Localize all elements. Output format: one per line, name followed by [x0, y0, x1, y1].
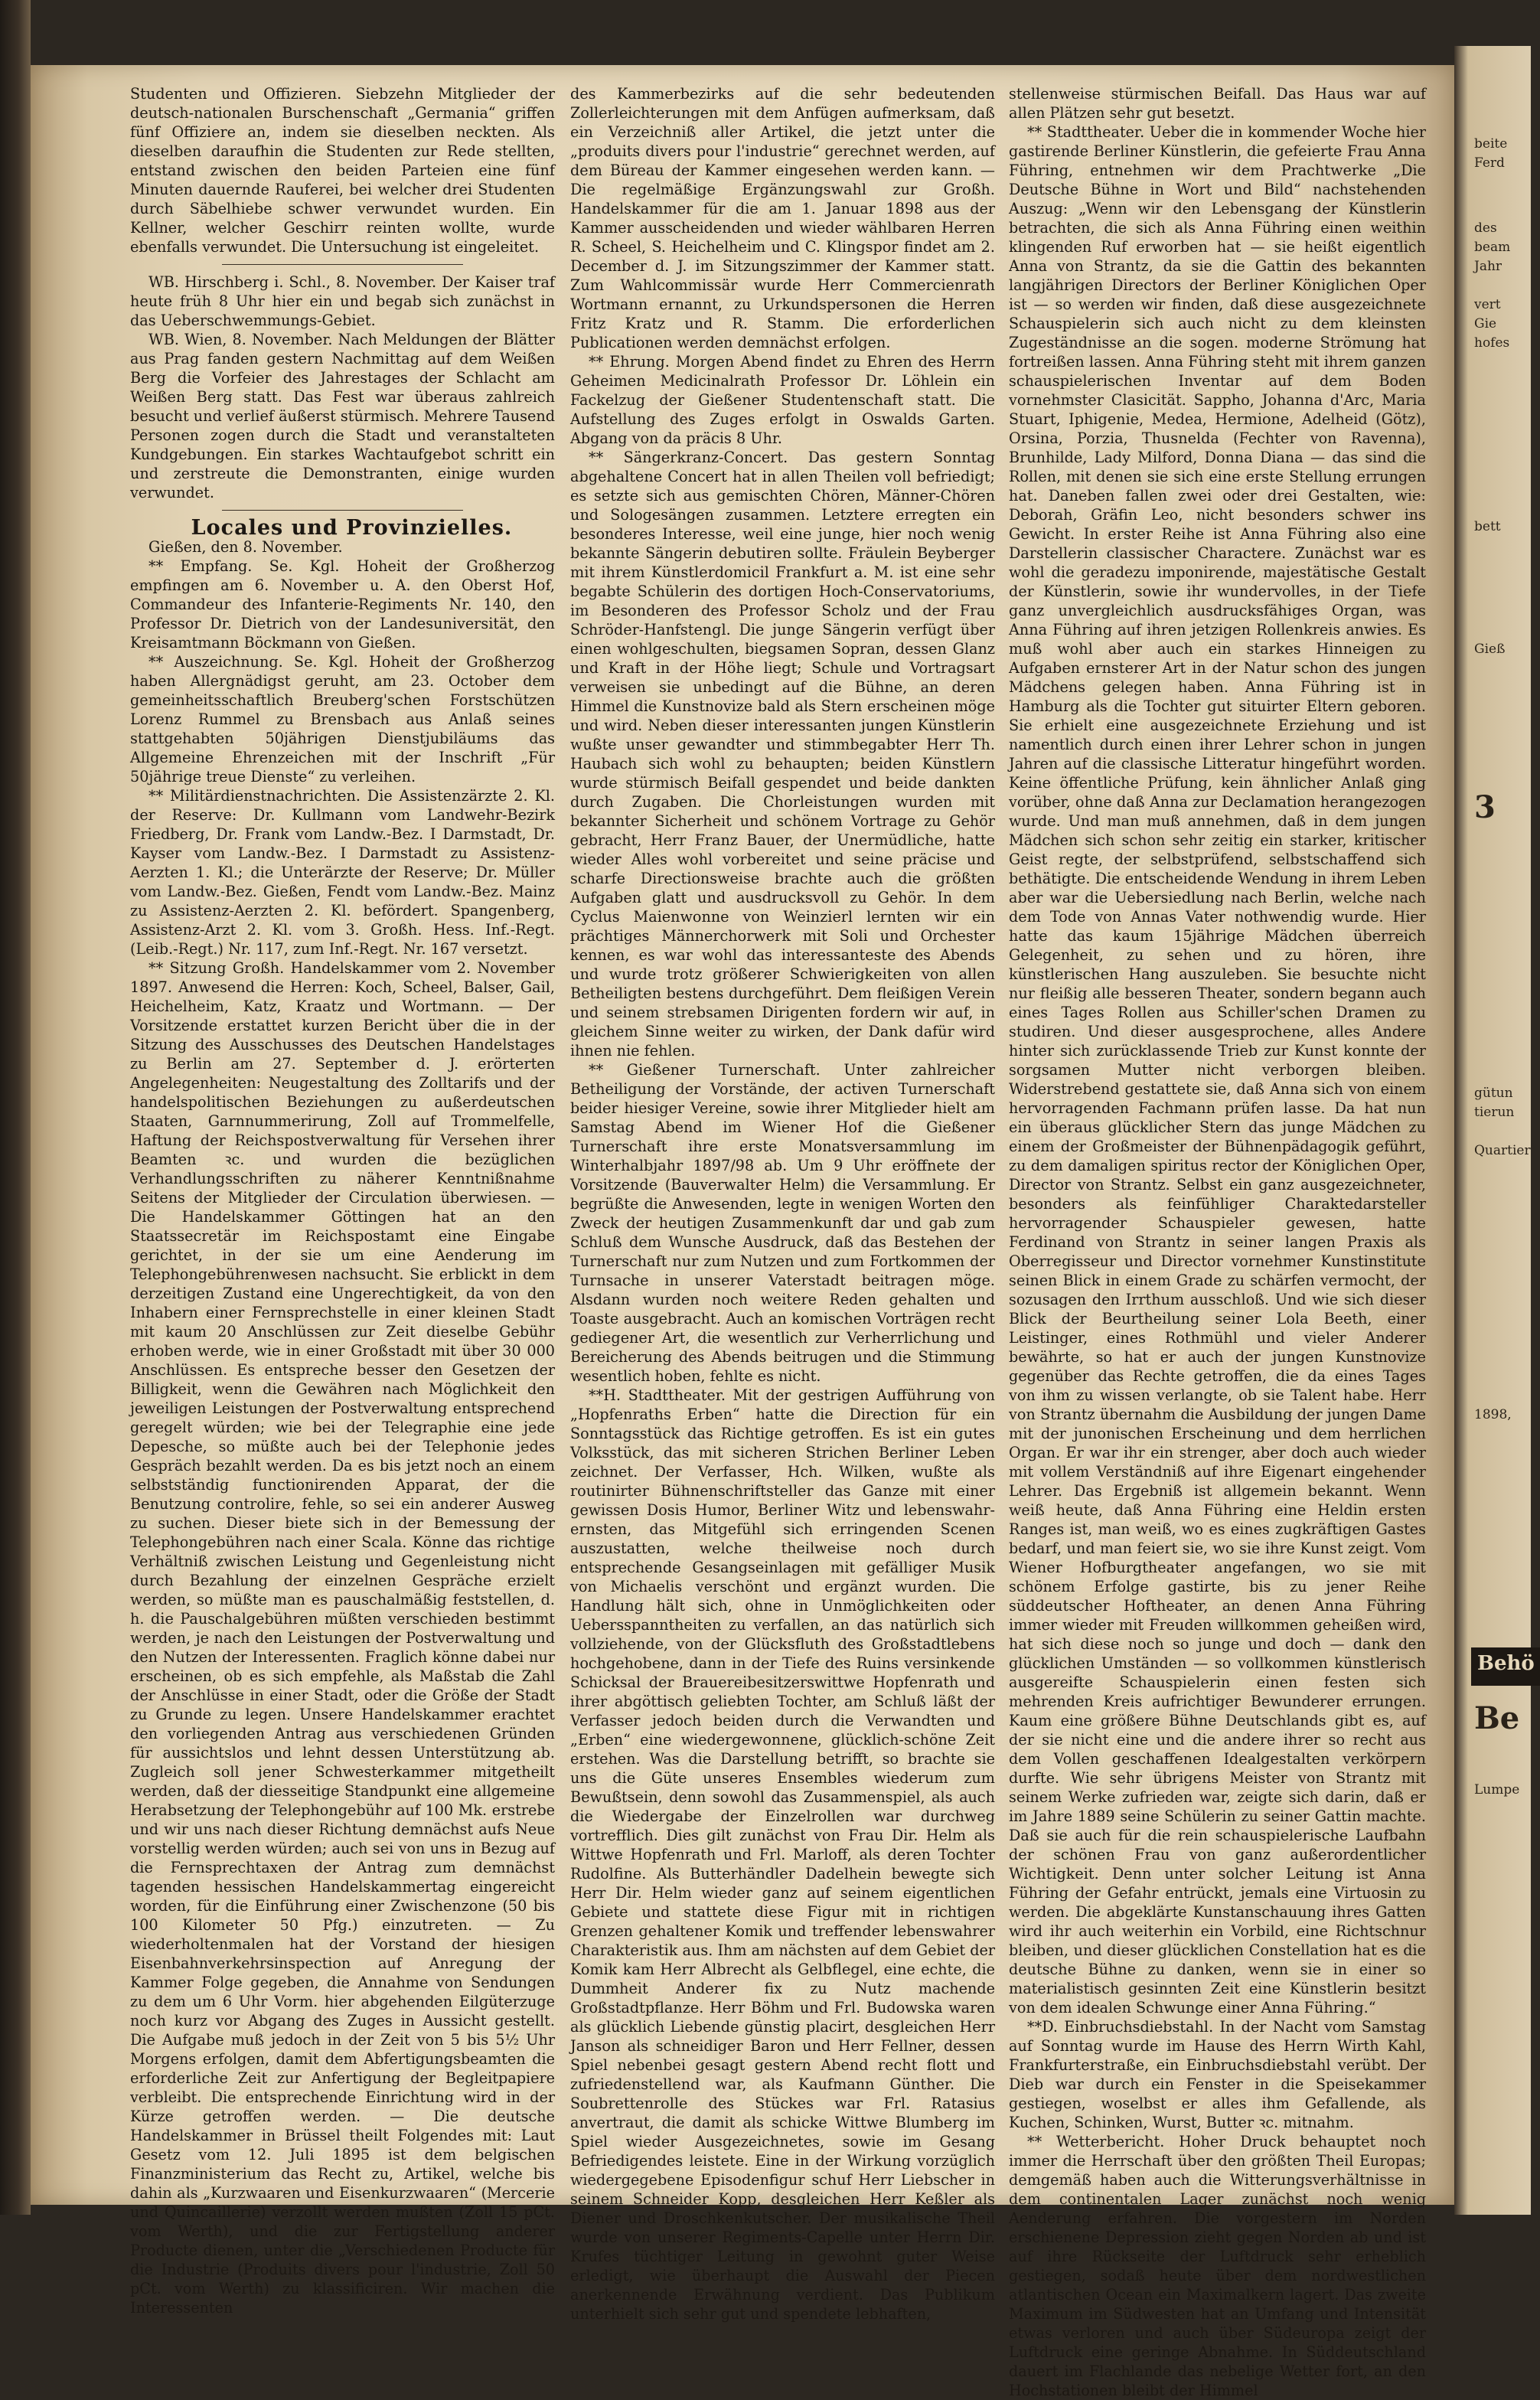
- article-ehrung: ** Ehrung. Morgen Abend findet zu Ehren des Herrn Geheimen Medicinalrath Professor Dr. Löhlein ein Fackelzug der Gießener Studentenschaft statt. Die Aufstellung des Zuges erfolgt in Oswalds Garten. Abgang von da präcis 8 Uhr.: [570, 353, 995, 447]
- sliver-fragment: Ferd: [1474, 155, 1505, 171]
- article-empfang: ** Empfang. Se. Kgl. Hoheit der Großherzog empfingen am 6. November u. A. den Oberst Hof, Commandeur des Infanterie-Regiments Nr. 140, den Professor Dr. Dietrich von der Landesuniversität, den Kreisamtmann Böckmann von Gießen.: [130, 557, 555, 651]
- sliver-fragment: hofes: [1474, 335, 1510, 351]
- article-stadttheater-cont: stellenweise stürmischen Beifall. Das Haus war auf allen Plätzen sehr gut besetzt.: [1009, 85, 1426, 122]
- sliver-fragment: Gieß: [1474, 642, 1506, 657]
- sliver-fragment: Jahr: [1474, 259, 1502, 274]
- column-2: [570, 84, 995, 2323]
- sliver-fragment: vert: [1474, 297, 1501, 312]
- article-stadttheater: **H. Stadttheater. Mit der gestrigen Aufführung von „Hopfenraths Erben“ hatte die Direction für ein Sonntagsstück das Richtige getroffen. Es ist ein gutes Volksstück, das mit sicheren Strichen Berliner Leben zeichnet. Der Verfasser, Hch. Wilken, wußte als routinirter Bühnenschriftsteller das Ganze mit einer gewissen Dosis Humor, Berliner Witz und lebenswahr-ernsten, das Mitgefühl sich erringenden Scenen auszustatten, welche theilweise noch durch entsprechende Gesangseinlagen mit gefälliger Musik von Michaelis verschönt und ergänzt wurden. Die Handlung hält sich, ohne in Unmöglichkeiten oder Uebersspanntheiten zu verfallen, an das natürlich sich vollziehende, von der Glücksfluth des Großstadtlebens hochgehobene, dann in der Tiefe des Ruins versinkende Schicksal der Brauereibesitzerswittwe Hopfenrath und ihrer abgöttisch geliebten Tochter, am Schluß läßt der Verfasser jedoch beiden durch die Verwandten und „Erben“ eine wiedergewonnene, glücklich-schöne Zeit erstehen. Was die Darstellung betrifft, so brachte sie uns die Güte unseres Ensembles wiederum zum Bewußtsein, denn sowohl das Zusammenspiel, als auch die Wiedergabe der Einzelrollen war durchweg vortrefflich. Dies gilt zunächst von Frau Dir. Helm als Wittwe Hopfenrath und Frl. Marloff, als deren Tochter Rudolfine. Als Butterhändler Dadelhein bewegte sich Herr Dir. Helm wieder ganz auf seinem eigentlichen Gebiete und stattete diese Figur mit in richtigen Grenzen gehaltener Komik und treffender lebenswahrer Charakteristik aus. Ihm am nächsten auf dem Gebiet der Komik kam Herr Albrecht als Gelbflegel, eine echte, die Dummheit Anderer fix zu Nutz machende Großstadtpflanze. Herr Böhm und Frl. Budowska waren als glücklich Liebende günstig placirt, desgleichen Herr Janson als schneidiger Baron und Herr Fellner, dessen Spiel nebenbei gesagt gestern Abend recht flott und zufriedenstellend war, als Kaufmann Günther. Die Soubrettenrolle des Stückes war Frl. Ratasius anvertraut, die damit als schicke Wittwe Blumberg im Spiel wieder Ausgezeichnetes, sowie im Gesang Befriedigendes leistete. Eine in der Wirkung vorzüglich wiedergegebene Episodenfigur schuf Herr Liebscher in seinem Schneider Kopp, desgleichen Herr Keßler als Diener und Droschkenkutscher. Der musikalische Theil wurde von unserer Regiments-Capelle unter Herrn Dir. Krufes tüchtiger Leitung in gewohnt guter Weise erledigt, wie überhaupt die Auswahl der Piecen anerkennende Erwähnung verdient. Das Publikum unterhielt sich sehr gut und spendete lebhaften,: [570, 1386, 995, 2323]
- article-stadttheater-fuehring: ** Stadttheater. Ueber die in kommender Woche hier gastirende Berliner Künstlerin, die gefeierte Frau Anna Führing, entnehmen wir dem Prachtwerke „Die Deutsche Bühne in Wort und Bild“ nachstehenden Auszug: „Wenn wir den Lebensgang der Künstlerin betrachten, die sich als Anna Führing einen weithin klingenden Ruf erworben hat — sie heißt eigentlich Anna von Strantz, da sie die Gattin des bekannten langjährigen Directors der Berliner Königlichen Oper ist — so werden wir finden, daß diese ausgezeichnete Schauspielerin sich auch nicht zu dem kleinsten Zugeständnisse an die sogen. moderne Strömung hat fortreißen lassen. Anna Führing steht mit ihrem ganzen schauspielerischen Inventar auf dem Boden vornehmster Clasicität. Sappho, Johanna d'Arc, Maria Stuart, Iphigenie, Medea, Hermione, Adelheid (Götz), Orsina, Porzia, Thusnelda (Fechter von Ravenna), Brunhilde, Lady Milford, Donna Diana — das sind die Rollen, mit denen sie sich eine erste Stellung errungen hat. Daneben fallen zwei oder drei Gestalten, wie: Deborah, Gräfin Leo, nicht besonders schwer ins Gewicht. In erster Reihe ist Anna Führing also eine Darstellerin classischer Charactere. Zunächst war es wohl die geradezu imponirende, majestätische Gestalt der Künstlerin, sowie ihr wundervolles, in der Tiefe ganz unvergleichlich ausdrucksfähiges Organ, was Anna Führing auf ihren jetzigen Rollenkreis anwies. Es muß wohl aber auch ein starkes Hinneigen zu Aufgaben ernsterer Art in der Natur schon des jungen Mädchens gelegen haben. Anna Führing ist in Hamburg als die Tochter gut situirter Eltern geboren. Sie erhielt eine ausgezeichnete Erziehung und ist namentlich durch einen ihrer Lehrer schon in jungen Jahren auf die classische Litteratur hingeführt worden. Keine öffentliche Prüfung, kein ähnlicher Anlaß ging vorüber, ohne daß Anna zur Declamation herangezogen wurde. Und man muß annehmen, daß in dem jungen Mädchen sich schon sehr zeitig ein starker, kritischer Geist regte, der selbstprüfend, selbstschaffend sich bethätigte. Die entscheidende Wendung in ihrem Leben aber war die Uebersiedlung nach Berlin, welche nach dem Tode von Annas Vater nothwendig wurde. Hier hatte das kaum 15jährige Mädchen überreich Gelegenheit, zu sehen und zu hören, ihre künstlerischen Hang auszuleben. Sie besuchte nicht nur fleißig alle besseren Theater, sondern begann auch eines Tages Rollen aus Schiller'schen Dramen zu studiren. Und dieser ausgesprochene, alles Andere hinter sich zurücklassende Trieb zur Kunst konnte der sorgsamen Mutter nicht verborgen bleiben. Widerstrebend gestattete sie, daß Anna sich von einem hervorragenden Fachmann prüfen lasse. Da hat nun ein überaus glücklicher Stern das junge Mädchen zu einem der Großmeister der Bühnenpädagogik geführt, zu dem damaligen spiritus rector der Königlichen Oper, Director von Strantz. Selbst ein ganz ausgezeichneter, besonders als feinfühliger Charaktedarsteller hervorragender Schauspieler gewesen, hatte Ferdinand von Strantz in seiner langen Praxis als Oberregisseur und Director vornehmer Kunstinstitute seinen Blick in einem Grade zu schärfen vermocht, der sozusagen den Irrthum ausschloß. Und wie sich dieser Blick der Beurtheilung seiner Lola Beeth, einer Leistinger, eines Rothmühl und vieler Anderer bewährte, so hat er auch der jungen Kunstnovize gegenüber das Rechte getroffen, die da eines Tages von ihm zu wissen verlangte, ob sie Talent habe. Herr von Strantz übernahm die Ausbildung der jungen Dame mit der junonischen Erscheinung und dem herrlichen Organ. Er war ihr ein strenger, aber doch auch wieder mit vollem Verständniß auf ihre Eigenart eingehender Lehrer. Das Ergebniß ist allgemein bekannt. Wenn weiß heute, daß Anna Führing eine Heldin ersten Ranges ist, man weiß, wo es eines zugkräftigen Gastes bedarf, und man feiert sie, wo sie ihre Kunst zeigt. Vom Wiener Hofburgtheater angefangen, wo sie mit schönem Erfolge gastirte, bis zu jener Reihe süddeutscher Hoftheater, an denen Anna Führing immer wieder mit Freuden willkommen geheißen wird, hat sich diese noch so junge und doch — dank den glücklichen Umständen — so vollkommen künstlerisch ausgereifte Schauspielerin einen festen sich mehrenden Kreis aufrichtiger Bewunderer errungen. Kaum eine größere Bühne Deutschlands gibt es, auf der sie nicht eine und die andere ihrer so recht aus dem Vollen geschaffenen Idealgestalten verkörpern durfte. Wie sehr übrigens Meister von Strantz mit seinem Werke zufrieden war, zeigte sich darin, daß er im Jahre 1889 seine Schülerin zu seiner Gattin machte. Daß sie auch für die rein schauspielerische Laufbahn der schönen Frau von ganz außerordentlicher Wichtigkeit. Denn unter solcher Leitung ist Anna Führing der Gefahr entrückt, jemals eine Virtuosin zu werden. Die abgeklärte Kunstanschauung ihres Gatten wird ihr auch weiterhin ein Vorbild, eine Richtschnur bleiben, und dieser glücklichen Constellation hat es die deutsche Bühne zu danken, wenn sie in einer so materialistisch gesinnten Zeit eine Künstlerin besitzt von dem idealen Schwunge einer Anna Führing.“: [1009, 123, 1426, 2016]
- sliver-box-label: Behö: [1471, 1647, 1540, 1686]
- sliver-fragment: Be: [1474, 1700, 1520, 1736]
- next-page-sliver: [1454, 46, 1535, 2215]
- sliver-fragment: beite: [1474, 136, 1508, 152]
- section-title: Locales und Provinzielles.: [191, 516, 513, 540]
- column-1: [130, 84, 555, 2317]
- book-binding-left: [0, 0, 31, 2215]
- telegram-hirschberg: WB. Hirschberg i. Schl., 8. November. Der Kaiser traf heute früh 8 Uhr hier ein und begab sich zunächst in das Ueberschwemmungs-Gebiet.: [130, 273, 555, 329]
- sliver-fragment: tierun: [1474, 1105, 1515, 1120]
- dateline: Gießen, den 8. November.: [148, 538, 343, 556]
- article-turnerschaft: ** Gießener Turnerschaft. Unter zahlreicher Betheiligung der Vorstände, der activen Turnerschaft beider hiesiger Vereine, sowie ihrer Mitglieder hielt am Samstag Abend im Wiener Hof die Gießener Turnerschaft ihre erste Monatsversammlung im Winterhalbjahr 1897/98 ab. Um 9 Uhr eröffnete der Vorsitzende (Bauverwalter Helm) die Versammlung. Er begrüßte die Anwesenden, legte in wenigen Worten den Zweck der heutigen Zusammenkunft dar und gab zum Schluß dem Wunsche Ausdruck, daß das Bestehen der Turnerschaft nur zum Nutzen und zum Fortkommen der Turnsache in unserer Vaterstadt beitragen möge. Alsdann wurden noch weitere Reden gehalten und Toaste ausgebracht. Auch an komischen Vorträgen recht gediegener Art, die wesentlich zur Verherrlichung und Bereicherung des Abends beitrugen und die Stimmung wesentlich hoben, fehlte es nicht.: [570, 1061, 995, 1385]
- sliver-fragment: Lumpe: [1474, 1782, 1520, 1798]
- sliver-fragment: 1898,: [1474, 1407, 1512, 1422]
- sliver-fragment: des: [1474, 220, 1497, 236]
- sliver-fragment: gütun: [1474, 1086, 1513, 1101]
- column-3: [1009, 84, 1426, 2399]
- article-militaer: ** Militärdienstnachrichten. Die Assistenzärzte 2. Kl. der Reserve: Dr. Kullmann vom Landwehr-Bezirk Friedberg, Dr. Frank vom Landw.-Bez. I Darmstadt, Dr. Kayser vom Landw.-Bez. I Darmstadt zu Assistenz-Aerzten 1. Kl.; die Unterärzte der Reserve; Dr. Müller vom Landw.-Bez. Gießen, Fendt vom Landw.-Bez. Mainz zu Assistenz-Aerzten 2. Kl. befördert. Spangenberg, Assistenz-Arzt 2. Kl. vom 3. Großh. Hess. Inf.-Regt. (Leib.-Regt.) Nr. 117, zum Inf.-Regt. Nr. 167 versetzt.: [130, 787, 555, 958]
- sliver-fragment: Quartier: [1474, 1143, 1531, 1158]
- article-wetterbericht: ** Wetterbericht. Hoher Druck behauptet noch immer die Herrschaft über den größten Theil Europas; demgemäß haben auch die Witterungsverhältnisse in dem continentalen Lager zunächst noch wenig Aenderung erfahren. Die vorgestern im Norden erschienene Depression zieht gegen Norden ab und ist auf ihre Rückseite der Luftdruck sehr erheblich gestiegen, sodaß heute über dem nordwestlichen atlantischen Ocean ein Maximalkern lagert. Das zweite Maximum im Südwesten hat an Umfang und Intensität etwas verloren und auch über Südeuropa zeigt der Luftdruck eine geringe Abnahme. In Süddeutschland dauert im Flachlande das nebelige Wetter fort, an den Hochstationen bleibt der Himmel: [1009, 2133, 1426, 2399]
- article-einbruch: **D. Einbruchsdiebstahl. In der Nacht vom Samstag auf Sonntag wurde im Hause des Herrn Wirth Kahl, Frankfurterstraße, ein Einbruchsdiebstahl verübt. Der Dieb war durch ein Fenster in die Speisekammer gestiegen, woselbst er alles ihm Gefallende, als Kuchen, Schinken, Wurst, Butter ꝛc. mitnahm.: [1009, 2018, 1426, 2131]
- article-saengerkranz: ** Sängerkranz-Concert. Das gestern Sonntag abgehaltene Concert hat in allen Theilen voll befriedigt; es setzte sich aus gemischten Chören, Männer-Chören und Sologesängen zusammen. Letztere erregten ein besonderes Interesse, weil eine junge, hier noch wenig bekannte Sängerin debutiren sollte. Fräulein Beyberger mit ihrem Künstlerdomicil Frankfurt a. M. ist eine sehr begabte Schülerin des dortigen Hoch-Conservatoriums, im Besonderen des Professor Scholz und der Frau Schröder-Hanfstengl. Die junge Sängerin verfügt über einen wohlgeschulten, biegsamen Sopran, dessen Glanz und Kraft in der Höhe liegt; Schule und Vortragsart verweisen sie unbedingt auf die Bühne, an deren Himmel die Kunstnovize bald als Stern erscheinen möge und wird. Neben dieser interessanten jungen Künstlerin wußte unser gewandter und stimmbegabter Herr Th. Haubach sich wohl zu behaupten; beiden Künstlern wurde stürmisch Beifall gespendet und beide dankten durch Zugaben. Die Chorleistungen wurden mit bekannter Sicherheit und schönem Vortrage zu Gehör gebracht, Herr Franz Bauer, der Unermüdliche, hatte wieder Alles wohl vorbereitet und seine präcise und scharfe Directionsweise brachte auch die größten Aufgaben glatt und ausdrucksvoll zu Gehör. In dem Cyclus Maienwonne von Weinzierl lernten wir ein prächtiges Männerchorwerk mit Soli und Orchester kennen, es war wohl das interessanteste des Abends und wurde trotz größerer Schwierigkeiten von allen Betheiligten bestens durchgeführt. Dem fleißigen Verein und seinem strebsamen Dirigenten fordern wir auf, in gleichem Sinne weiter zu wirken, der Dank dafür wird ihnen nie fehlen.: [570, 449, 995, 1060]
- article-handelskammer-cont: des Kammerbezirks auf die sehr bedeutenden Zollerleichterungen mit dem Anfügen aufmerksam, daß ein Verzeichniß aller Artikel, die jetzt unter die „produits divers pour l'industrie“ gerechnet werden, auf dem Büreau der Kammer eingesehen werden kann. — Die regelmäßige Ergänzungswahl zur Großh. Handelskammer für die am 1. Januar 1898 aus der Kammer ausscheidenden und wieder wählbaren Herren R. Scheel, S. Heichelheim und C. Klingspor findet am 2. December d. J. im Sitzungszimmer der Kammer statt. Zum Wahlcommissär wurde Herr Commercienrath Wortmann ernannt, zu Urkundspersonen die Herren Fritz Kratz und R. Stamm. Die erforderlichen Publicationen werden demnächst erfolgen.: [570, 85, 995, 351]
- sliver-fragment: 3: [1474, 789, 1496, 825]
- telegram-wien: WB. Wien, 8. November. Nach Meldungen der Blätter aus Prag fanden gestern Nachmittag auf dem Weißen Berg die Vorfeier des Jahrestages der Schlacht am Weißen Berg statt. Das Fest war überaus zahlreich besucht und verlief äußerst stürmisch. Mehrere Tausend Personen zogen durch die Stadt und veranstalteten Kundgebungen. Ein starkes Wachtaufgebot schritt ein und zerstreute die Demonstranten, einige wurden verwundet.: [130, 331, 555, 501]
- sliver-fragment: bett: [1474, 519, 1501, 534]
- article-handelskammer: ** Sitzung Großh. Handelskammer vom 2. November 1897. Anwesend die Herren: Koch, Scheel, Balser, Gail, Heichelheim, Katz, Kraatz und Wortmann. — Der Vorsitzende erstattet kurzen Bericht über die in der Sitzung des Ausschusses des Deutschen Handelstages zu Berlin am 27. September d. J. erörterten Angelegenheiten: Neugestaltung des Zolltarifs und der handelspolitischen Beziehungen zu außerdeutschen Staaten, Garnnummerirung, Zoll auf Trommelfelle, Haftung der Reichspostverwaltung für Versehen ihrer Beamten ꝛc. und wurden die bezüglichen Verhandlungsschriften zu näherer Kenntnißnahme Seitens der Mitglieder der Circulation überwiesen. — Die Handelskammer Göttingen hat an den Staatssecretär im Reichspostamt eine Eingabe gerichtet, in der sie um eine Aenderung im Telephongebührenwesen nachsucht. Sie erblickt in dem derzeitigen Zustand eine Ungerechtigkeit, da von den Inhabern einer Fernsprechstelle in einer kleinen Stadt mit kaum 20 Anschlüssen zur Zeit dieselbe Gebühr erhoben werde, wie in einer Großstadt mit über 30 000 Anschlüssen. Es entspreche besser den Gesetzen der Billigkeit, wenn die Gewähren nach Möglichkeit den jeweiligen Leistungen der Postverwaltung entsprechend geregelt würden; wie bei der Telegraphie eine jede Depesche, so müßte auch bei der Telephonie jedes Gespräch bezahlt werden. Da es bis jetzt noch an einem selbstständig functionirenden Apparat, der die Benutzung controlire, fehle, so sei ein anderer Ausweg zu suchen. Dieser biete sich in der Bemessung der Telephongebühren nach einer Scala. Könne das richtige Verhältniß zwischen Leistung und Gegenleistung nicht durch Bezahlung der einzelnen Gespräche erzielt werden, so müßte man es pauschalmäßig feststellen, d. h. die Pauschalgebühren müßten verschieden bestimmt werden, je nach den Leistungen der Postverwaltung und den Nutzen der Interessenten. Fraglich könne dabei nur erscheinen, ob es sich empfehle, als Maßstab die Zahl der Anschlüsse in einer Stadt, oder die Größe der Stadt zu Grunde zu legen. Unsere Handelskammer erachtet den vorliegenden Antrag aus verschiedenen Gründen für aussichtslos und lehnt dessen Unterstützung ab. Zugleich soll jener Schwesterkammer mitgetheilt werden, daß der diesseitige Standpunkt eine allgemeine Herabsetzung der Telephongebühr auf 100 Mk. erstrebe und wir uns nach dieser Richtung demnächst aufs Neue vorstellig werden würden; auch sei von uns in Bezug auf die Fernsprechtaxen der Antrag zum demnächst tagenden hessischen Handelskammertag eingereicht worden, für die Einführung einer Zwischenzone (50 bis 100 Kilometer 50 Pfg.) einzutreten. — Zu wiederholtenmalen hat der Vorstand der hiesigen Eisenbahnverkehrsinspection auf Anregung der Kammer Folge gegeben, die Annahme von Sendungen zu dem um 6 Uhr Vorm. hier abgehenden Eilgüterzuge noch kurz vor Abgang des Zuges in Aussicht gestellt. Die Aufgabe muß jedoch in der Zeit von 5 bis 5½ Uhr Morgens erfolgen, damit dem Abfertigungsbeamten die erforderliche Zeit zur Anfertigung der Begleitpapiere verbleibt. Die entsprechende Einrichtung wird in der Kürze getroffen werden. — Die deutsche Handelskammer in Brüssel theilt Folgendes mit: Laut Gesetz vom 12. Juli 1895 ist dem belgischen Finanzministerium das Recht zu, Artikel, welche bis dahin als „Kurzwaaren und Eisenkurzwaaren“ (Mercerie und Quincaillerie) verzollt werden mußten (Zoll 15 pCt. vom Werth), und die zur Fertigstellung anderer Producte dienen, unter die „Verschiedenen Producte für die Industrie (Produits divers pour l'industrie, Zoll 50 pCt. vom Werth) zu klassificiren. Wir machen die Interessenten: [130, 959, 555, 2317]
- sliver-fragment: beam: [1474, 240, 1511, 255]
- article-auszeichnung: ** Auszeichnung. Se. Kgl. Hoheit der Großherzog haben Allergnädigst geruht, am 23. October dem gemeinheitsschaftlich Breuberg'schen Forstschützen Lorenz Rummel zu Brensbach aus Anlaß seines stattgehabten 50jährigen Dienstjubiläums das Allgemeine Ehrenzeichen mit der Inschrift „Für 50jährige treue Dienste“ zu verleihen.: [130, 653, 555, 785]
- divider: [222, 264, 463, 265]
- sliver-fragment: Gie: [1474, 316, 1497, 331]
- article-studenten: Studenten und Offizieren. Siebzehn Mitglieder der deutsch-nationalen Burschenschaft „Germania“ griffen fünf Offiziere an, indem sie dieselben neckten. Als dieselben daraufhin die Studenten zur Rede stellten, entstand zwischen den beiden Parteien eine fünf Minuten dauernde Rauferei, bei welcher drei Studenten durch Säbelhiebe schwer verwundet wurden. Ein Kellner, welcher Geschirr reinten wollte, wurde ebenfalls verwundet. Die Untersuchung ist eingeleitet.: [130, 85, 555, 256]
- divider: [222, 510, 463, 511]
